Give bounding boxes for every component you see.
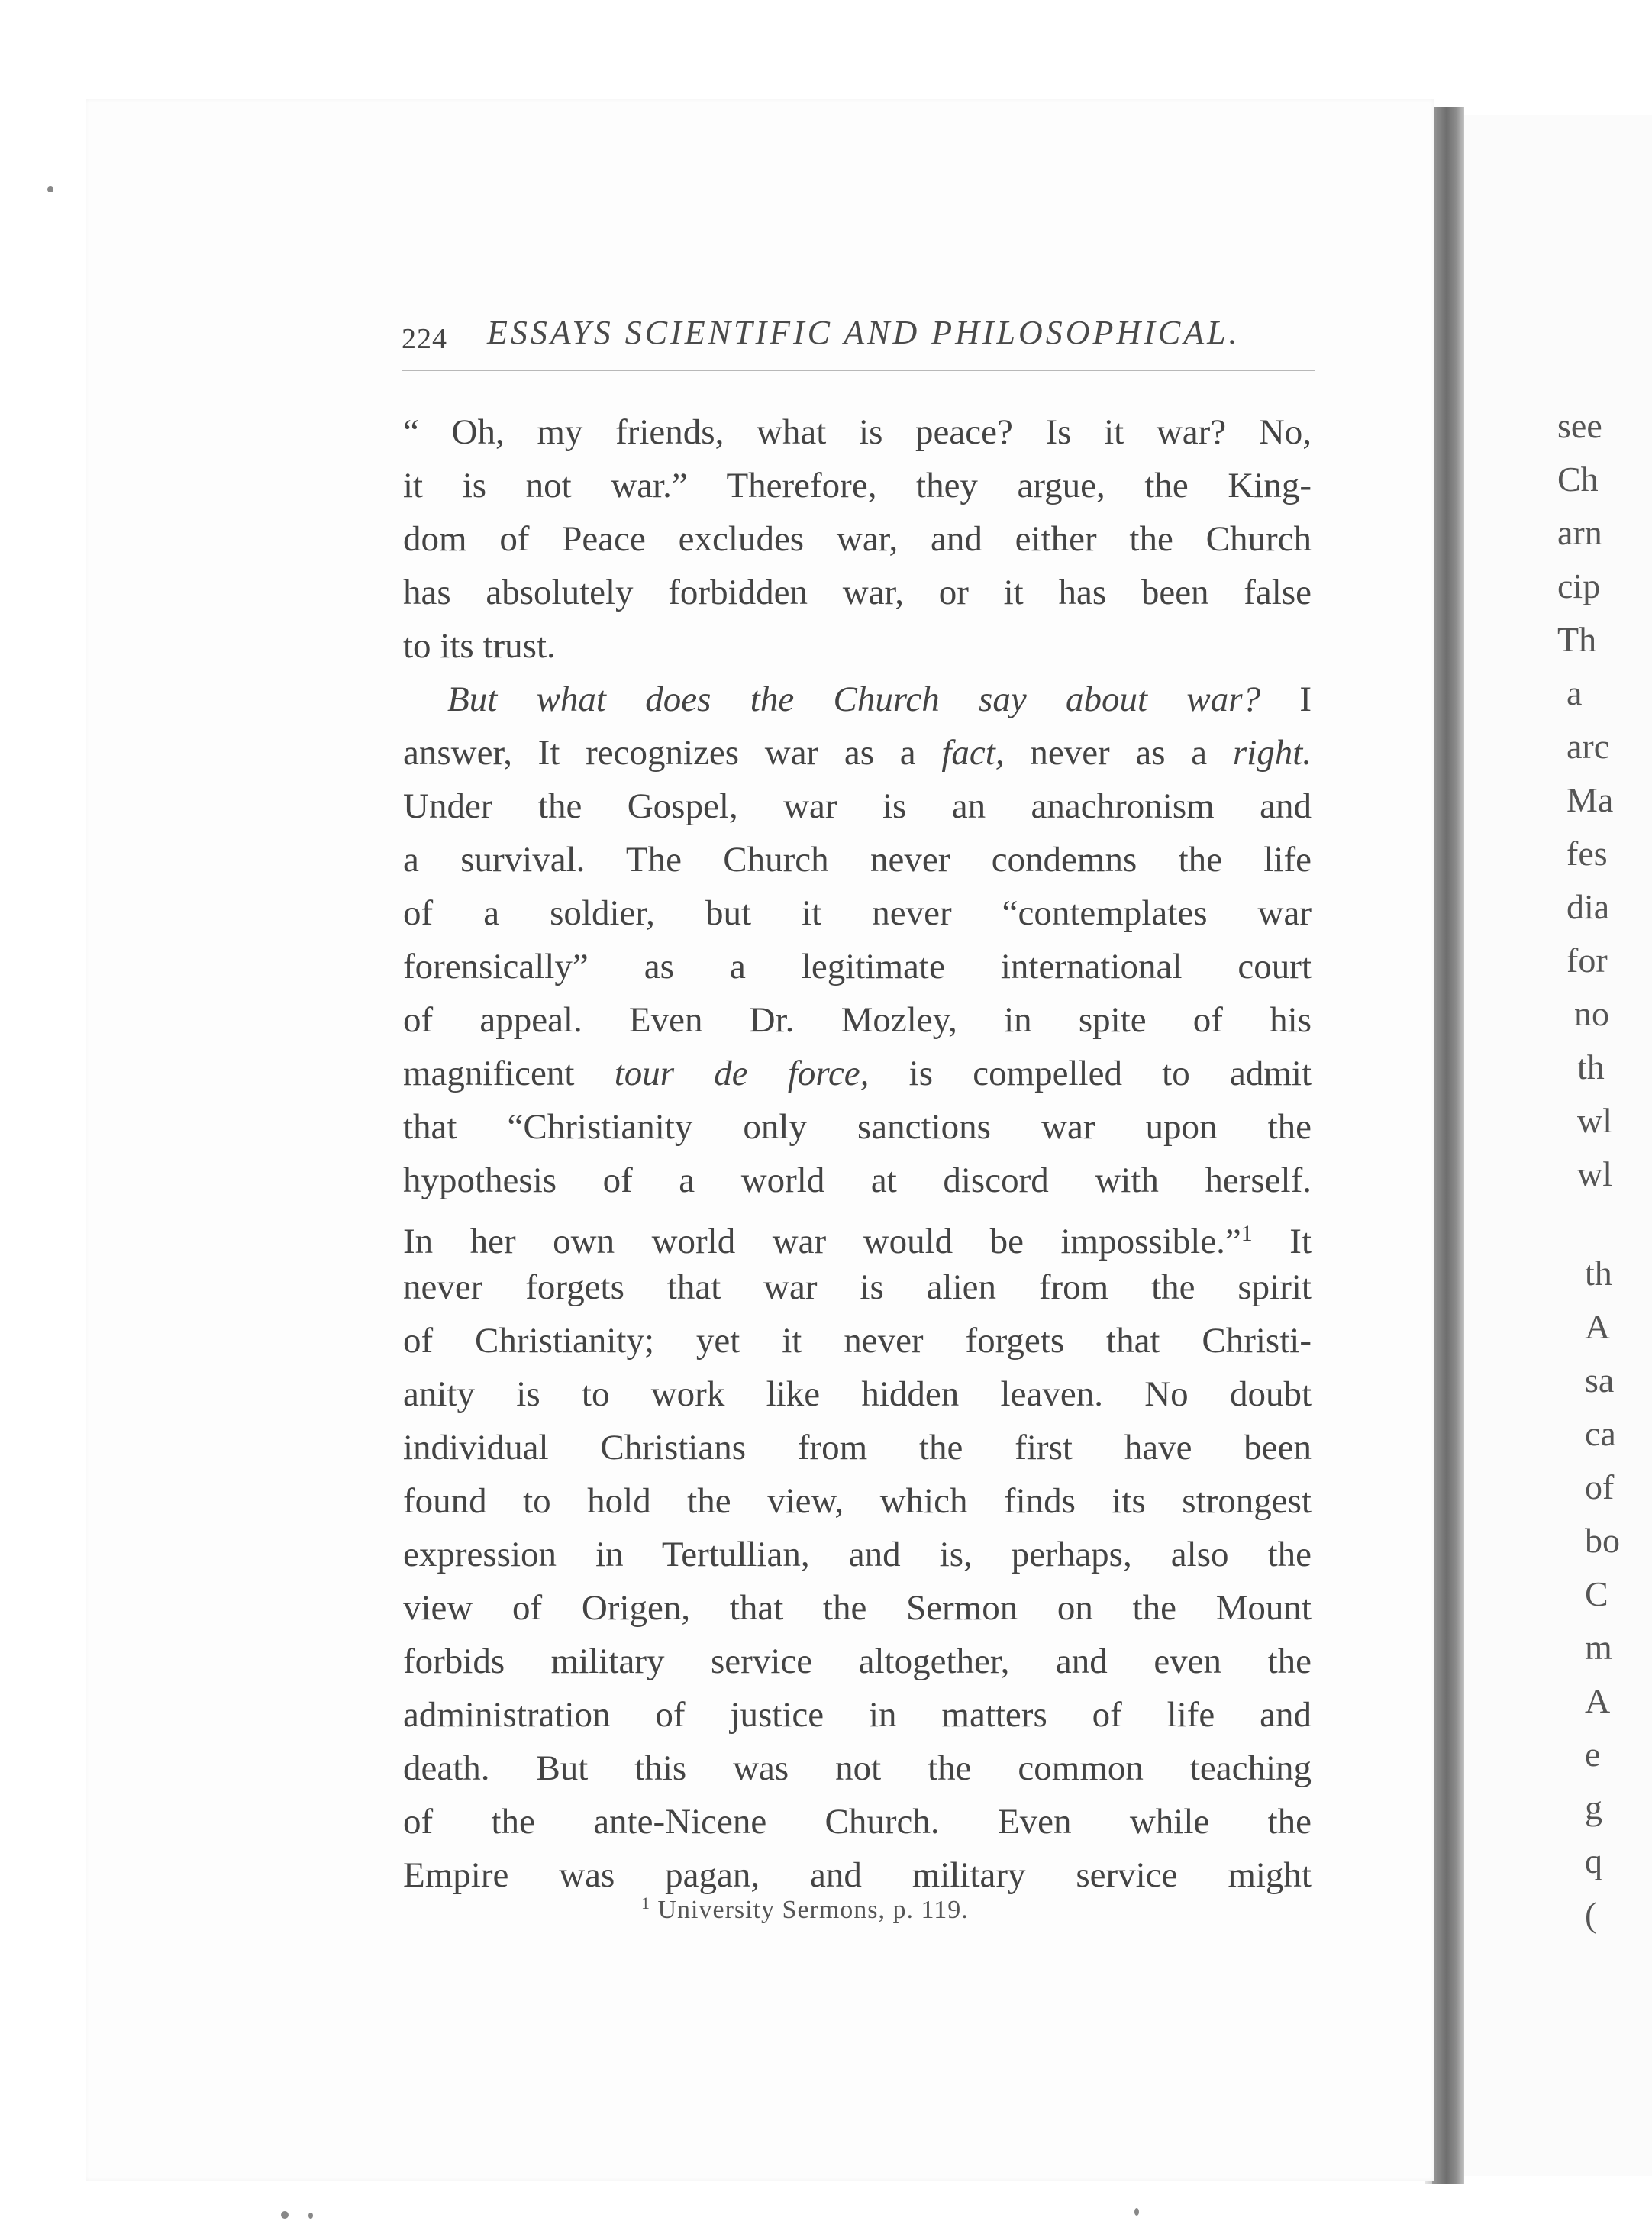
text-line: forbids military service altogether, and even the: [403, 1642, 1312, 1681]
fragment: q: [1585, 1842, 1602, 1880]
fragment: dia: [1566, 887, 1610, 926]
fragment: wl: [1577, 1154, 1612, 1193]
fragment: fes: [1566, 834, 1608, 873]
text-line: view of Origen, that the Sermon on the Mount: [403, 1588, 1312, 1628]
fragment: wl: [1577, 1101, 1612, 1140]
footnote-text: University Sermons, p. 119.: [657, 1896, 969, 1924]
fragment: ca: [1585, 1414, 1616, 1453]
fragment: a: [1566, 673, 1583, 712]
page-number: 224: [402, 323, 447, 355]
fragment: th: [1585, 1254, 1612, 1293]
fragment: (: [1585, 1895, 1597, 1934]
fragment: A: [1585, 1307, 1611, 1346]
text-line: But what does the Church say about war? I: [447, 680, 1312, 719]
footnote: [641, 1893, 969, 1925]
text-line: of Christianity; yet it never forgets that Christi-: [403, 1321, 1312, 1361]
running-head: [402, 313, 1310, 362]
text-line: has absolutely forbidden war, or it has been false: [403, 573, 1312, 612]
footnote-marker: 1: [641, 1893, 650, 1913]
fragment: A: [1585, 1681, 1611, 1720]
fragment: cip: [1557, 567, 1601, 605]
text-line: found to hold the view, which finds its strongest: [403, 1481, 1312, 1521]
text-line: hypothesis of a world at discord with herself.: [403, 1161, 1312, 1200]
fragment: Th: [1557, 620, 1597, 659]
text-line: Empire was pagan, and military service might: [403, 1855, 1312, 1895]
footnote-reference: 1: [1241, 1221, 1253, 1246]
scan-speck: [281, 2211, 289, 2219]
scan-speck: [308, 2213, 313, 2219]
text-line: it is not war.” Therefore, they argue, the King-: [403, 466, 1312, 505]
text-line: death. But this was not the common teaching: [403, 1748, 1312, 1788]
text-line: of a soldier, but it never “contemplates war: [403, 893, 1312, 933]
fragment: e: [1585, 1735, 1601, 1774]
header-rule: [402, 370, 1315, 371]
text-line: of the ante-Nicene Church. Even while the: [403, 1802, 1312, 1842]
fragment: for: [1566, 941, 1608, 980]
running-title: ESSAYS SCIENTIFIC AND PHILOSOPHICAL.: [487, 314, 1241, 351]
text-line: expression in Tertullian, and is, perhaps, also the: [403, 1535, 1312, 1574]
fragment: sa: [1585, 1361, 1615, 1399]
fragment: arc: [1566, 727, 1610, 766]
text-line: “ Oh, my friends, what is peace? Is it war? No,: [403, 412, 1312, 452]
fragment: Ch: [1557, 460, 1599, 499]
text-line: a survival. The Church never condemns the life: [403, 840, 1312, 880]
text-line: Under the Gospel, war is an anachronism and: [403, 786, 1312, 826]
text-line: answer, It recognizes war as a fact, never as a right.: [403, 733, 1312, 773]
fragment: m: [1585, 1628, 1612, 1667]
fragment: th: [1577, 1048, 1605, 1086]
text-line: of appeal. Even Dr. Mozley, in spite of his: [403, 1000, 1312, 1040]
scan-speck: [47, 186, 53, 192]
fragment: of: [1585, 1467, 1615, 1506]
text-line: forensically” as a legitimate international court: [403, 947, 1312, 986]
text-line: dom of Peace excludes war, and either the Church: [403, 519, 1312, 559]
text-line: anity is to work like hidden leaven. No doubt: [403, 1374, 1312, 1414]
fragment: C: [1585, 1574, 1608, 1613]
fragment: no: [1574, 994, 1609, 1033]
fragment: see: [1557, 406, 1602, 445]
scan-speck: [1134, 2208, 1139, 2216]
fragment: Ma: [1566, 780, 1614, 819]
text-line: individual Christians from the first have been: [403, 1428, 1312, 1467]
text-line: magnificent tour de force, is compelled to admit: [403, 1054, 1312, 1093]
text-line: In her own world war would be impossible.”$^1$ It: [403, 1221, 1312, 1261]
fragment: arn: [1557, 513, 1602, 552]
text-line: that “Christianity only sanctions war upon the: [403, 1107, 1312, 1147]
italic-question: But what does the Church say about war?: [447, 680, 1261, 719]
text-line: administration of justice in matters of life and: [403, 1695, 1312, 1735]
book-spine: [1432, 107, 1464, 2184]
fragment: g: [1585, 1788, 1602, 1827]
text-line: to its trust.: [403, 626, 556, 666]
text-line: never forgets that war is alien from the spirit: [403, 1267, 1312, 1307]
fragment: bo: [1585, 1521, 1620, 1560]
